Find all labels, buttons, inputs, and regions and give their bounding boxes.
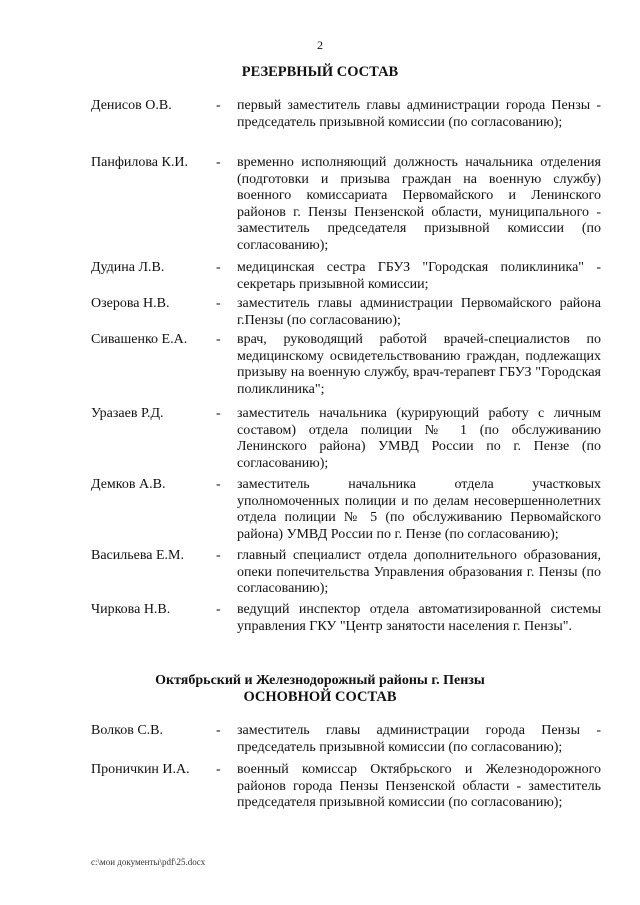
member-position: главный специалист отдела дополнительного образования, опеки попечительства Управления образования г. Пензы (по согласованию);: [237, 548, 601, 596]
section-title-main: ОСНОВНОЙ СОСТАВ: [243, 689, 397, 705]
member-name: Сивашенко Е.А.: [91, 332, 188, 347]
member-position: ведущий инспектор отдела автоматизированной системы управления ГКУ "Центр занятости населения г. Пензы".: [237, 602, 601, 634]
member-position: заместитель главы администрации Первомайского района г.Пензы (по согласованию);: [237, 296, 601, 328]
member-name: Озерова Н.В.: [91, 296, 170, 311]
member-dash: -: [216, 762, 221, 777]
member-dash: -: [216, 260, 221, 275]
member-position: медицинская сестра ГБУЗ "Городская поликлиника" - секретарь призывной комиссии;: [237, 260, 601, 292]
member-dash: -: [216, 406, 221, 421]
section-title-reserve: РЕЗЕРВНЫЙ СОСТАВ: [241, 64, 399, 80]
file-path-footer: c:\мои документы\pdf\25.docx: [91, 857, 206, 867]
page-number: 2: [317, 38, 323, 52]
member-dash: -: [216, 296, 221, 311]
member-name: Демков А.В.: [91, 477, 166, 492]
member-name: Панфилова К.И.: [91, 155, 188, 170]
member-name: Уразаев Р.Д.: [91, 406, 164, 421]
member-position: первый заместитель главы администрации города Пензы - председатель призывной комиссии (по согласованию);: [237, 98, 601, 130]
district-title: Октябрьский и Железнодорожный районы г. Пензы: [155, 673, 485, 688]
member-name: Дудина Л.В.: [91, 260, 165, 275]
member-position: временно исполняющий должность начальника отделения (подготовки и призыва граждан на военную службу) военного комиссариата Первомайского и Ленинского районов г. Пензы Пензенской области, муниципального - заместитель председателя призывной комиссии (по согласованию);: [237, 155, 601, 253]
member-dash: -: [216, 98, 221, 113]
member-name: Волков С.В.: [91, 723, 164, 738]
member-dash: -: [216, 155, 221, 170]
member-position: военный комиссар Октябрьского и Железнодорожного районов города Пензы Пензенской области - заместитель председателя призывной комиссии (по согласованию);: [237, 762, 601, 810]
member-name: Чиркова Н.В.: [91, 602, 171, 617]
member-position: заместитель начальника отдела участковых уполномоченных полиции и по делам несовершеннолетних отдела полиции № 5 (по обслуживанию Первомайского района) УМВД России по г. Пензе (по согласованию);: [237, 477, 601, 542]
member-position: врач, руководящий работой врачей-специалистов по медицинскому освидетельствованию граждан, подлежащих призыву на военную службу, врач-терапевт ГБУЗ "Городская поликлиника";: [237, 332, 601, 397]
member-dash: -: [216, 332, 221, 347]
member-name: Васильева Е.М.: [91, 548, 184, 563]
member-position: заместитель начальника (курирующий работу с личным составом) отдела полиции № 1 (по обслуживанию Ленинского района) УМВД России по г. Пензе (по согласованию);: [237, 406, 601, 471]
member-name: Денисов О.В.: [91, 98, 172, 113]
member-dash: -: [216, 477, 221, 492]
member-dash: -: [216, 602, 221, 617]
member-dash: -: [216, 548, 221, 563]
member-dash: -: [216, 723, 221, 738]
member-name: Проничкин И.А.: [91, 762, 190, 777]
member-position: заместитель главы администрации города Пензы - председатель призывной комиссии (по согласованию);: [237, 723, 601, 755]
